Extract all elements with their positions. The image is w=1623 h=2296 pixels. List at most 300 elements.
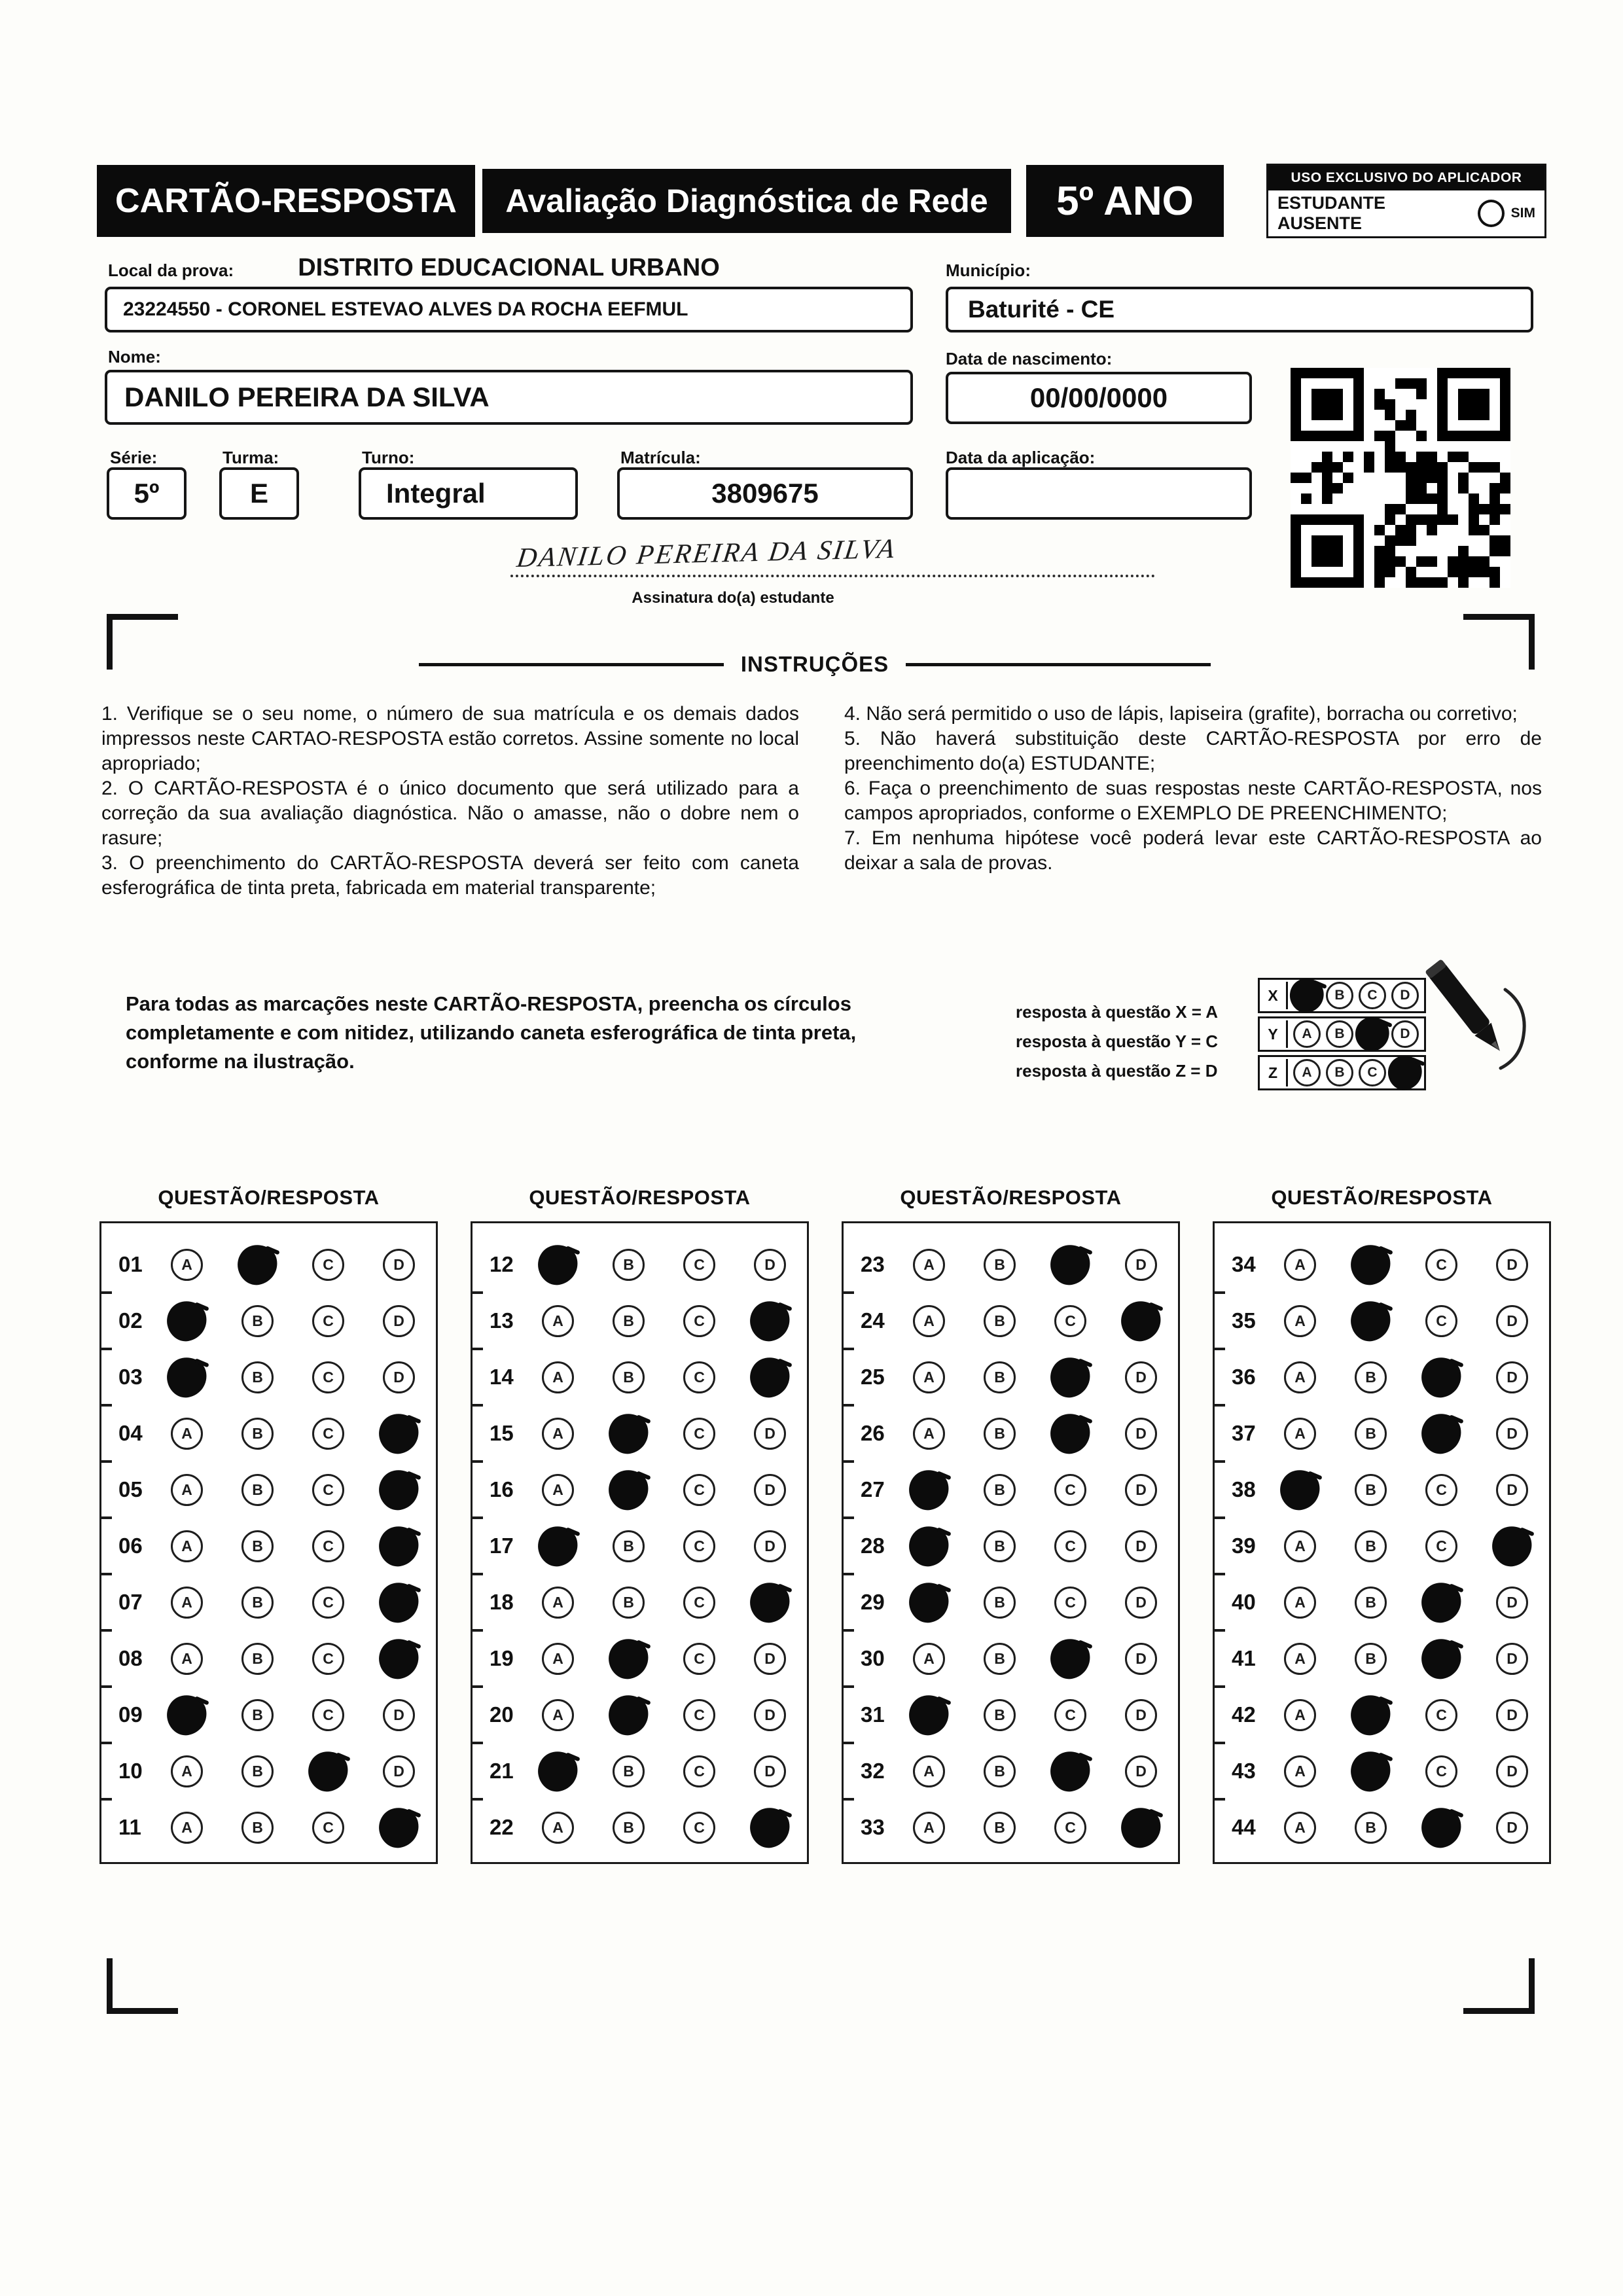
answer-options: [542, 1587, 786, 1619]
answer-grid: [842, 1221, 1180, 1864]
serie-value: 5º: [134, 478, 160, 509]
answer-bubble-b[interactable]: [605, 1410, 652, 1456]
answer-bubble-a[interactable]: [906, 1466, 952, 1513]
answer-options: [913, 1418, 1157, 1450]
answer-options: [913, 1530, 1157, 1562]
answer-options: [171, 1474, 415, 1506]
question-row: [844, 1236, 1178, 1293]
answer-bubble-c[interactable]: C: [312, 1305, 344, 1337]
answer-bubble-b[interactable]: B: [1355, 1587, 1387, 1619]
municipio-value: Baturité - CE: [968, 296, 1115, 323]
question-row: [844, 1518, 1178, 1574]
answer-bubble-b[interactable]: [1347, 1297, 1394, 1344]
answer-bubble-c[interactable]: [1418, 1804, 1465, 1850]
turma-value: E: [249, 478, 268, 509]
answer-bubble-c[interactable]: C: [312, 1474, 344, 1506]
answer-bubble-a[interactable]: A: [542, 1643, 574, 1675]
question-number: 16: [490, 1477, 514, 1501]
answer-bubble-c[interactable]: C: [683, 1530, 715, 1562]
answer-options: [913, 1812, 1157, 1844]
student-absent-option-circle[interactable]: [1478, 200, 1505, 227]
answer-bubble-a[interactable]: A: [913, 1305, 945, 1337]
answer-bubble-c[interactable]: [1418, 1354, 1465, 1400]
answer-bubble-b[interactable]: B: [241, 1474, 274, 1506]
answer-bubble-a[interactable]: [906, 1522, 952, 1569]
answer-options: [913, 1755, 1157, 1787]
answer-bubble-d[interactable]: [747, 1804, 793, 1850]
answer-bubble-a[interactable]: A: [1284, 1812, 1316, 1844]
question-row: [473, 1462, 807, 1518]
example-grid-row: [1258, 978, 1426, 1013]
answer-grid: [1213, 1221, 1551, 1864]
answer-bubble-d[interactable]: D: [1125, 1587, 1157, 1619]
turma-field: [219, 467, 299, 520]
answer-bubble-a[interactable]: A: [171, 1530, 203, 1562]
answer-bubble-c[interactable]: C: [683, 1474, 715, 1506]
question-number: 08: [118, 1646, 143, 1670]
answer-bubble-b[interactable]: B: [1355, 1530, 1387, 1562]
answer-bubble-a[interactable]: A: [1284, 1361, 1316, 1393]
answer-bubble-a[interactable]: A: [542, 1812, 574, 1844]
student-signature[interactable]: [510, 533, 1155, 577]
answer-bubble-a[interactable]: A: [1284, 1587, 1316, 1619]
pen-hand-illustration: [1407, 950, 1538, 1088]
turno-value: Integral: [386, 478, 486, 509]
question-number: 41: [1232, 1646, 1256, 1670]
question-row: [101, 1236, 436, 1293]
answer-bubble-b[interactable]: B: [1355, 1812, 1387, 1844]
answer-bubble-a[interactable]: A: [171, 1643, 203, 1675]
turma-label: Turma:: [223, 448, 279, 467]
answer-bubble-b[interactable]: B: [241, 1699, 274, 1731]
answer-bubble-d[interactable]: D: [754, 1474, 786, 1506]
question-number: 11: [118, 1815, 141, 1839]
answer-bubble-c[interactable]: [1047, 1241, 1094, 1287]
answer-bubble-c[interactable]: C: [312, 1587, 344, 1619]
answer-options: [542, 1643, 786, 1675]
answer-bubble-d[interactable]: D: [1496, 1755, 1528, 1787]
answer-bubble-a[interactable]: A: [171, 1812, 203, 1844]
answer-bubble-d[interactable]: D: [1125, 1361, 1157, 1393]
question-number: 42: [1232, 1702, 1256, 1727]
answer-bubble-c[interactable]: C: [1425, 1474, 1457, 1506]
question-row: [844, 1462, 1178, 1518]
answer-bubble-c[interactable]: C: [683, 1361, 715, 1393]
answer-bubble-a[interactable]: A: [913, 1755, 945, 1787]
answer-options: [1284, 1699, 1528, 1731]
question-row: [473, 1630, 807, 1687]
answer-bubble-b[interactable]: B: [984, 1643, 1016, 1675]
answer-bubble-b[interactable]: B: [613, 1249, 645, 1281]
question-number: 20: [490, 1702, 514, 1727]
answer-options: [171, 1587, 415, 1619]
question-row: [1215, 1574, 1549, 1630]
answer-bubble-d[interactable]: D: [754, 1418, 786, 1450]
answer-bubble-d[interactable]: D: [1496, 1643, 1528, 1675]
question-row: [101, 1293, 436, 1349]
answer-bubble-d[interactable]: D: [1496, 1699, 1528, 1731]
answer-options: [542, 1361, 786, 1393]
answer-bubble-b[interactable]: B: [241, 1587, 274, 1619]
question-number: 19: [490, 1646, 514, 1670]
answer-bubble-d[interactable]: [376, 1466, 422, 1513]
answer-bubble-b[interactable]: B: [241, 1755, 274, 1787]
answer-bubble-c[interactable]: C: [1425, 1530, 1457, 1562]
example-grid: [1258, 978, 1426, 1094]
answer-options: [171, 1249, 415, 1281]
question-number: 24: [861, 1308, 885, 1333]
answer-bubble-b[interactable]: B: [1355, 1361, 1387, 1393]
answer-options: [1284, 1643, 1528, 1675]
answer-bubble-d[interactable]: D: [1496, 1249, 1528, 1281]
answer-bubble-a[interactable]: [535, 1522, 581, 1569]
answer-bubble-b[interactable]: B: [613, 1587, 645, 1619]
answer-bubble-a[interactable]: A: [913, 1812, 945, 1844]
answer-bubble-d[interactable]: [376, 1804, 422, 1850]
answer-options: [542, 1755, 786, 1787]
answer-column: [1213, 1186, 1551, 1864]
answer-bubble-d[interactable]: D: [1496, 1361, 1528, 1393]
answer-bubble-b[interactable]: B: [984, 1361, 1016, 1393]
answer-bubble-a[interactable]: A: [1284, 1755, 1316, 1787]
answer-bubble-b[interactable]: B: [613, 1530, 645, 1562]
answer-options: [542, 1530, 786, 1562]
corner-bracket-bottom-left: [107, 1958, 178, 2014]
answer-bubble-b[interactable]: B: [241, 1812, 274, 1844]
question-number: 10: [118, 1759, 143, 1783]
answer-bubble-d[interactable]: D: [1125, 1530, 1157, 1562]
example-bubble-b: B: [1326, 1059, 1353, 1086]
answer-options: [913, 1361, 1157, 1393]
answer-bubble-b[interactable]: B: [241, 1361, 274, 1393]
matricula-value: 3809675: [711, 478, 819, 509]
question-number: 07: [118, 1590, 143, 1614]
answer-bubble-c[interactable]: [1047, 1354, 1094, 1400]
answer-options: [171, 1643, 415, 1675]
answer-bubble-d[interactable]: D: [1496, 1474, 1528, 1506]
answer-bubble-a[interactable]: [906, 1579, 952, 1625]
answer-bubble-c[interactable]: C: [683, 1418, 715, 1450]
answer-grid: [99, 1221, 438, 1864]
question-row: [1215, 1293, 1549, 1349]
answer-bubble-c[interactable]: [1418, 1410, 1465, 1456]
answer-bubble-d[interactable]: D: [754, 1249, 786, 1281]
answer-bubble-d[interactable]: D: [1125, 1418, 1157, 1450]
answer-bubble-d[interactable]: D: [1125, 1474, 1157, 1506]
answer-bubble-c[interactable]: C: [312, 1249, 344, 1281]
answer-bubble-c[interactable]: C: [683, 1249, 715, 1281]
answer-bubble-c[interactable]: C: [683, 1812, 715, 1844]
answer-bubble-d[interactable]: D: [1496, 1305, 1528, 1337]
instructions-right: [844, 702, 1542, 876]
answer-bubble-d[interactable]: D: [383, 1361, 415, 1393]
answer-bubble-b[interactable]: B: [613, 1361, 645, 1393]
answer-options: [1284, 1249, 1528, 1281]
answer-bubble-b[interactable]: B: [984, 1418, 1016, 1450]
question-row: [1215, 1405, 1549, 1462]
answer-bubble-d[interactable]: D: [754, 1643, 786, 1675]
answer-options: [1284, 1755, 1528, 1787]
answer-bubble-d[interactable]: D: [383, 1249, 415, 1281]
question-row: [101, 1405, 436, 1462]
answer-bubble-b[interactable]: B: [613, 1755, 645, 1787]
answer-bubble-d[interactable]: D: [383, 1755, 415, 1787]
answer-bubble-a[interactable]: A: [542, 1699, 574, 1731]
answer-bubble-d[interactable]: D: [1496, 1587, 1528, 1619]
answer-bubble-c[interactable]: [1418, 1635, 1465, 1681]
answer-bubble-a[interactable]: A: [542, 1361, 574, 1393]
answer-bubble-a[interactable]: [164, 1354, 210, 1400]
answer-section-title: QUESTÃO/RESPOSTA: [900, 1186, 1122, 1209]
question-number: 13: [490, 1308, 514, 1333]
question-row: [1215, 1687, 1549, 1743]
example-bubble-c: C: [1359, 982, 1386, 1009]
answer-bubble-b[interactable]: B: [984, 1699, 1016, 1731]
answer-bubble-a[interactable]: A: [913, 1418, 945, 1450]
question-row: [844, 1349, 1178, 1405]
answer-bubble-d[interactable]: D: [754, 1699, 786, 1731]
answer-bubble-c[interactable]: C: [683, 1643, 715, 1675]
question-number: 28: [861, 1534, 885, 1558]
answer-bubble-b[interactable]: B: [241, 1305, 274, 1337]
answer-bubble-a[interactable]: A: [171, 1587, 203, 1619]
turno-field: [359, 467, 578, 520]
serie-label: Série:: [110, 448, 158, 467]
question-row: [101, 1799, 436, 1856]
answer-bubble-c[interactable]: [1047, 1635, 1094, 1681]
answer-bubble-b[interactable]: B: [1355, 1418, 1387, 1450]
municipio-label: Município:: [946, 260, 1031, 280]
example-bubble-d: D: [1391, 1020, 1419, 1048]
answer-bubble-b[interactable]: [605, 1635, 652, 1681]
answer-bubble-d[interactable]: D: [1125, 1643, 1157, 1675]
answer-bubble-b[interactable]: B: [984, 1530, 1016, 1562]
answer-bubble-d[interactable]: [747, 1354, 793, 1400]
answer-bubble-c[interactable]: [1418, 1579, 1465, 1625]
nascimento-value: 00/00/0000: [1029, 382, 1168, 413]
answer-bubble-b[interactable]: B: [241, 1530, 274, 1562]
answer-bubble-b[interactable]: B: [613, 1305, 645, 1337]
answer-bubble-c[interactable]: [1047, 1410, 1094, 1456]
answer-bubble-a[interactable]: A: [542, 1474, 574, 1506]
question-row: [473, 1687, 807, 1743]
answer-bubble-d[interactable]: D: [1496, 1418, 1528, 1450]
answer-bubble-a[interactable]: A: [542, 1305, 574, 1337]
nome-value: DANILO PEREIRA DA SILVA: [124, 382, 490, 412]
answer-bubble-b[interactable]: B: [984, 1755, 1016, 1787]
question-row: [844, 1799, 1178, 1856]
answer-bubble-a[interactable]: A: [1284, 1305, 1316, 1337]
answer-bubble-b[interactable]: [1347, 1748, 1394, 1794]
aplicador-box-title: USO EXCLUSIVO DO APLICADOR: [1268, 166, 1544, 190]
answer-bubble-b[interactable]: B: [241, 1643, 274, 1675]
answer-bubble-d[interactable]: D: [754, 1755, 786, 1787]
answer-bubble-a[interactable]: A: [1284, 1418, 1316, 1450]
answer-bubble-a[interactable]: [164, 1691, 210, 1738]
answer-bubble-a[interactable]: [164, 1297, 210, 1344]
answer-bubble-c[interactable]: [305, 1748, 351, 1794]
answer-bubble-a[interactable]: A: [171, 1755, 203, 1787]
answer-bubble-c[interactable]: C: [312, 1699, 344, 1731]
answer-options: [1284, 1530, 1528, 1562]
example-answer-line: resposta à questão X = A: [1016, 1002, 1218, 1022]
answer-options: [542, 1305, 786, 1337]
signature-caption: Assinatura do(a) estudante: [632, 589, 834, 607]
answer-options: [542, 1812, 786, 1844]
grade-label: 5º ANO: [1056, 178, 1194, 224]
answer-bubble-c[interactable]: C: [312, 1643, 344, 1675]
answer-bubble-c[interactable]: C: [1425, 1305, 1457, 1337]
answer-bubble-c[interactable]: C: [683, 1755, 715, 1787]
answer-section-title: QUESTÃO/RESPOSTA: [1271, 1186, 1493, 1209]
question-number: 37: [1232, 1421, 1256, 1445]
card-title-banner: [97, 165, 475, 237]
question-number: 44: [1232, 1815, 1256, 1839]
answer-bubble-d[interactable]: [376, 1410, 422, 1456]
answer-bubble-c[interactable]: C: [1425, 1699, 1457, 1731]
answer-bubble-b[interactable]: B: [984, 1305, 1016, 1337]
answer-bubble-a[interactable]: A: [171, 1474, 203, 1506]
example-bubble-a: [1287, 975, 1327, 1015]
answer-bubble-a[interactable]: A: [542, 1587, 574, 1619]
answer-bubble-b[interactable]: B: [984, 1249, 1016, 1281]
answer-bubble-b[interactable]: B: [984, 1587, 1016, 1619]
corner-bracket-top-left: [107, 614, 178, 670]
question-number: 05: [118, 1477, 143, 1501]
question-number: 40: [1232, 1590, 1256, 1614]
answer-bubble-b[interactable]: [1347, 1241, 1394, 1287]
example-answer-line: resposta à questão Y = C: [1016, 1031, 1219, 1051]
answer-bubble-c[interactable]: C: [1054, 1530, 1086, 1562]
question-number: 01: [118, 1252, 143, 1276]
answer-bubble-d[interactable]: [747, 1579, 793, 1625]
answer-bubble-d[interactable]: [376, 1522, 422, 1569]
instruction-item: 3. O preenchimento do CARTÃO-RESPOSTA deverá ser feito com caneta esferográfica de tinta preta, fabricada em material transparente;: [101, 852, 799, 899]
answer-bubble-c[interactable]: C: [683, 1587, 715, 1619]
signature-handwriting: DANILO PEREIRA DA SILVA: [515, 533, 899, 574]
answer-bubble-d[interactable]: D: [383, 1699, 415, 1731]
answer-bubble-c[interactable]: C: [312, 1418, 344, 1450]
answer-options: [1284, 1587, 1528, 1619]
answer-bubble-c[interactable]: C: [1054, 1305, 1086, 1337]
instruction-item: 6. Faça o preenchimento de suas respostas neste CARTÃO-RESPOSTA, nos campos apropriados, conforme o EXEMPLO DE PREENCHIMENTO;: [844, 778, 1542, 824]
question-number: 02: [118, 1308, 143, 1333]
question-number: 18: [490, 1590, 514, 1614]
school-field: [105, 287, 913, 332]
answer-bubble-a[interactable]: A: [1284, 1530, 1316, 1562]
answer-bubble-b[interactable]: B: [1355, 1474, 1387, 1506]
answer-bubble-c[interactable]: C: [1054, 1587, 1086, 1619]
answer-options: [171, 1699, 415, 1731]
answer-options: [913, 1249, 1157, 1281]
grade-banner: [1026, 165, 1224, 237]
question-number: 34: [1232, 1252, 1256, 1276]
matricula-field: [617, 467, 913, 520]
answer-bubble-a[interactable]: [1277, 1466, 1323, 1513]
question-row: [473, 1236, 807, 1293]
answer-bubble-d[interactable]: D: [1125, 1699, 1157, 1731]
answer-bubble-c[interactable]: C: [1054, 1812, 1086, 1844]
question-row: [1215, 1462, 1549, 1518]
answer-bubble-a[interactable]: A: [542, 1418, 574, 1450]
answer-bubble-d[interactable]: D: [1125, 1249, 1157, 1281]
answer-bubble-d[interactable]: D: [1125, 1755, 1157, 1787]
answer-options: [1284, 1305, 1528, 1337]
example-row-label: Z: [1260, 1059, 1288, 1086]
answer-bubble-c[interactable]: C: [1054, 1474, 1086, 1506]
answer-bubble-b[interactable]: [234, 1241, 281, 1287]
answer-bubble-a[interactable]: A: [913, 1643, 945, 1675]
question-row: [473, 1518, 807, 1574]
answer-bubble-c[interactable]: C: [312, 1361, 344, 1393]
turno-label: Turno:: [362, 448, 415, 467]
question-number: 14: [490, 1365, 514, 1389]
answer-bubble-d[interactable]: [376, 1635, 422, 1681]
answer-bubble-b[interactable]: [605, 1691, 652, 1738]
answer-bubble-b[interactable]: B: [984, 1474, 1016, 1506]
answer-bubble-b[interactable]: B: [613, 1812, 645, 1844]
answer-bubble-d[interactable]: [376, 1579, 422, 1625]
answer-bubble-a[interactable]: A: [171, 1249, 203, 1281]
answer-bubble-a[interactable]: A: [913, 1249, 945, 1281]
answer-bubble-a[interactable]: A: [1284, 1249, 1316, 1281]
answer-bubble-b[interactable]: B: [241, 1418, 274, 1450]
answer-bubble-b[interactable]: [1347, 1691, 1394, 1738]
answer-column: [471, 1186, 809, 1864]
example-bubble-d: D: [1391, 982, 1419, 1009]
answer-bubble-a[interactable]: A: [1284, 1643, 1316, 1675]
answer-bubble-a[interactable]: [535, 1748, 581, 1794]
answer-bubble-c[interactable]: C: [312, 1530, 344, 1562]
answer-sections: [99, 1186, 1556, 1864]
answer-bubble-d[interactable]: D: [1496, 1812, 1528, 1844]
answer-options: [171, 1755, 415, 1787]
answer-bubble-a[interactable]: [906, 1691, 952, 1738]
answer-bubble-d[interactable]: D: [383, 1305, 415, 1337]
answer-bubble-a[interactable]: A: [171, 1418, 203, 1450]
answer-bubble-c[interactable]: C: [312, 1812, 344, 1844]
nascimento-field: [946, 372, 1252, 424]
answer-bubble-d[interactable]: [1118, 1804, 1164, 1850]
answer-bubble-b[interactable]: B: [1355, 1643, 1387, 1675]
answer-bubble-c[interactable]: C: [683, 1699, 715, 1731]
student-absent-label: ESTUDANTE AUSENTE: [1277, 193, 1386, 233]
answer-bubble-c[interactable]: C: [683, 1305, 715, 1337]
answer-bubble-d[interactable]: [1489, 1522, 1535, 1569]
answer-options: [1284, 1418, 1528, 1450]
data-aplicacao-field: [946, 467, 1252, 520]
answer-bubble-c[interactable]: C: [1425, 1755, 1457, 1787]
answer-bubble-a[interactable]: [535, 1241, 581, 1287]
answer-bubble-c[interactable]: C: [1425, 1249, 1457, 1281]
answer-bubble-c[interactable]: [1047, 1748, 1094, 1794]
answer-bubble-b[interactable]: B: [984, 1812, 1016, 1844]
question-row: [473, 1799, 807, 1856]
answer-bubble-d[interactable]: D: [754, 1530, 786, 1562]
example-bubble-c: [1352, 1014, 1392, 1054]
answer-bubble-b[interactable]: [605, 1466, 652, 1513]
answer-bubble-d[interactable]: [1118, 1297, 1164, 1344]
answer-options: [1284, 1812, 1528, 1844]
answer-bubble-a[interactable]: A: [1284, 1699, 1316, 1731]
answer-bubble-d[interactable]: [747, 1297, 793, 1344]
answer-bubble-a[interactable]: A: [913, 1361, 945, 1393]
answer-bubble-c[interactable]: C: [1054, 1699, 1086, 1731]
question-number: 35: [1232, 1308, 1256, 1333]
question-number: 21: [490, 1759, 514, 1783]
aplicador-box: [1266, 164, 1546, 238]
answer-options: [171, 1418, 415, 1450]
